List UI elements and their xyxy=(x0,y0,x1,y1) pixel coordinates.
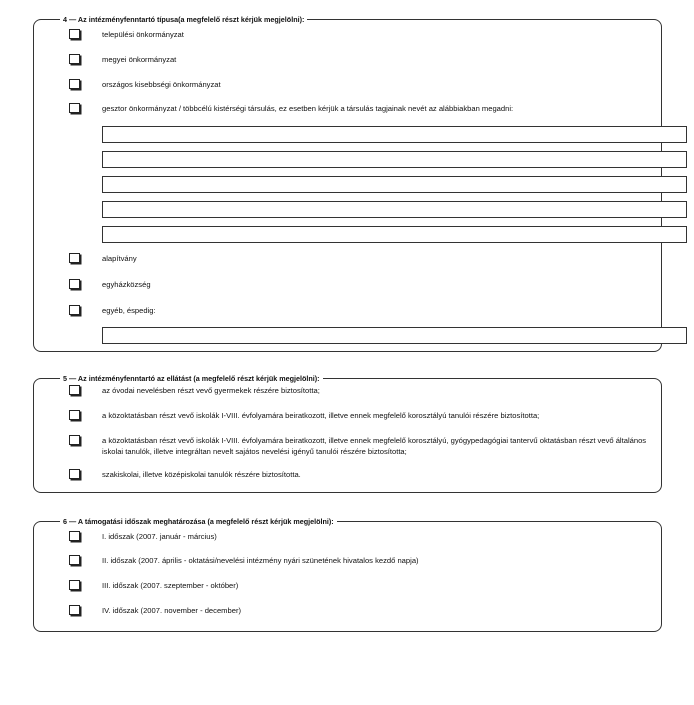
section-5-legend: 5 — Az intézményfenntartó az ellátást (a megfelelő részt kérjük megjelölni): xyxy=(60,372,323,385)
checkbox-szakiskolai[interactable] xyxy=(69,469,80,479)
checkbox-gyogypedagogiai[interactable] xyxy=(69,435,80,445)
option-label: szakiskolai, illetve középiskolai tanulók részére biztosította. xyxy=(102,470,301,479)
member-name-field-2[interactable] xyxy=(102,151,687,168)
section-5-box xyxy=(33,374,662,493)
section-4-box xyxy=(33,15,662,352)
member-name-field-5[interactable] xyxy=(102,226,687,243)
checkbox-alapitvany[interactable] xyxy=(69,253,80,263)
member-name-field-4[interactable] xyxy=(102,201,687,218)
option-label: II. időszak (2007. április - oktatási/nevelési intézmény nyári szünetének hivatalos kezdő napja) xyxy=(102,556,419,565)
option-label: a közoktatásban részt vevő iskolák I-VIII. évfolyamára beiratkozott, illetve ennek megfelelő korosztályú tanulói részére biztosította; xyxy=(102,411,540,420)
checkbox-period-2[interactable] xyxy=(69,555,80,565)
option-label: megyei önkormányzat xyxy=(102,55,177,64)
section-4-legend: 4 — Az intézményfenntartó típusa(a megfelelő részt kérjük megjelölni): xyxy=(60,13,307,26)
checkbox-period-1[interactable] xyxy=(69,531,80,541)
checkbox-telepulesi[interactable] xyxy=(69,29,80,39)
checkbox-orszagos[interactable] xyxy=(69,79,80,89)
checkbox-ovodai[interactable] xyxy=(69,385,80,395)
option-label: I. időszak (2007. január - március) xyxy=(102,532,217,541)
option-label: IV. időszak (2007. november - december) xyxy=(102,606,242,615)
checkbox-egyhazkozseg[interactable] xyxy=(69,279,80,289)
option-label: III. időszak (2007. szeptember - október) xyxy=(102,581,239,590)
checkbox-period-4[interactable] xyxy=(69,605,80,615)
checkbox-egyeb[interactable] xyxy=(69,305,80,315)
option-label: települési önkormányzat xyxy=(102,30,184,39)
option-label: gesztor önkormányzat / többcélú kistérségi társulás, ez esetben kérjük a társulás tagjainak nevét az alábbiakban megadni: xyxy=(102,104,514,113)
member-name-field-1[interactable] xyxy=(102,126,687,143)
checkbox-kozoktatas[interactable] xyxy=(69,410,80,420)
checkbox-megyei[interactable] xyxy=(69,54,80,64)
other-specify-field[interactable] xyxy=(102,327,687,344)
option-label: az óvodai nevelésben részt vevő gyermekek részére biztosította; xyxy=(102,386,320,395)
section-6-box xyxy=(33,517,662,632)
section-6-legend: 6 — A támogatási időszak meghatározása (a megfelelő részt kérjük megjelölni): xyxy=(60,515,337,528)
option-label: egyéb, éspedig: xyxy=(102,306,156,315)
option-label: alapítvány xyxy=(102,254,137,263)
option-label: egyházközség xyxy=(102,280,151,289)
member-name-field-3[interactable] xyxy=(102,176,687,193)
checkbox-gesztor[interactable] xyxy=(69,103,80,113)
option-label: országos kisebbségi önkormányzat xyxy=(102,80,221,89)
option-label: a közoktatásban részt vevő iskolák I-VIII. évfolyamára beiratkozott, illetve ennek megfelelő korosztályú, gyógypedagógiai tantervű oktatásban részt vevő általános iskolai tanulók, illetve integráltan nevelt sajátos nevelési igényű tanulói részére biztosította; xyxy=(102,436,647,456)
checkbox-period-3[interactable] xyxy=(69,580,80,590)
